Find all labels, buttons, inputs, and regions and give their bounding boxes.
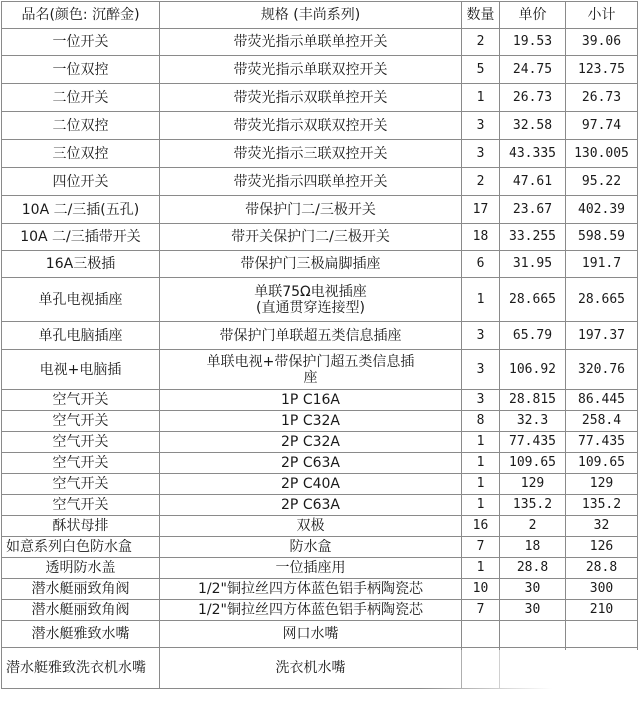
header-name: 品名(颜色: 沉醉金) (2, 2, 160, 29)
header-qty: 数量 (462, 2, 500, 29)
item-qty: 1 (462, 474, 500, 495)
item-name: 空气开关 (2, 453, 160, 474)
item-price: 47.61 (500, 168, 566, 196)
item-name: 单孔电脑插座 (2, 322, 160, 350)
item-subtotal: 39.06 (566, 29, 638, 56)
item-name: 潜水艇雅致洗衣机水嘴 (2, 648, 160, 689)
item-name: 潜水艇丽致角阀 (2, 579, 160, 600)
item-spec: 带荧光指示单联双控开关 (160, 56, 462, 84)
item-name: 四位开关 (2, 168, 160, 196)
item-price: 32.3 (500, 411, 566, 432)
item-name: 空气开关 (2, 495, 160, 516)
item-qty: 3 (462, 390, 500, 411)
item-subtotal: 32 (566, 516, 638, 537)
item-qty: 3 (462, 322, 500, 350)
item-price: 28.815 (500, 390, 566, 411)
table-row (2, 168, 638, 196)
item-subtotal: 28.8 (566, 558, 638, 579)
item-name: 一位开关 (2, 29, 160, 56)
item-spec: 带荧光指示三联双控开关 (160, 140, 462, 168)
item-subtotal (566, 621, 638, 648)
item-price: 2 (500, 516, 566, 537)
item-subtotal: 95.22 (566, 168, 638, 196)
item-price: 31.95 (500, 251, 566, 278)
item-price: 33.255 (500, 224, 566, 251)
item-name: 单孔电视插座 (2, 278, 160, 322)
item-spec (160, 350, 462, 390)
item-qty: 1 (462, 453, 500, 474)
item-spec-line1: 单联电视+带保护门超五类信息插 (206, 353, 415, 370)
item-subtotal: 129 (566, 474, 638, 495)
table-row (2, 350, 638, 390)
item-qty: 7 (462, 537, 500, 558)
item-name: 16A三极插 (2, 251, 160, 278)
table-row (2, 140, 638, 168)
item-subtotal: 598.59 (566, 224, 638, 251)
item-qty (462, 621, 500, 648)
item-subtotal: 191.7 (566, 251, 638, 278)
item-subtotal: 126 (566, 537, 638, 558)
table-row (2, 495, 638, 516)
item-name: 空气开关 (2, 390, 160, 411)
table-row (2, 600, 638, 621)
item-name: 透明防水盖 (2, 558, 160, 579)
item-price: 30 (500, 579, 566, 600)
item-spec: 1P C16A (160, 390, 462, 411)
item-name: 电视+电脑插 (2, 350, 160, 390)
item-price: 77.435 (500, 432, 566, 453)
header-spec: 规格 (丰尚系列) (160, 2, 462, 29)
item-spec-line2: (直通贯穿连接型) (256, 299, 365, 316)
item-name: 空气开关 (2, 432, 160, 453)
item-spec: 带保护门单联超五类信息插座 (160, 322, 462, 350)
item-spec: 带保护门二/三极开关 (160, 196, 462, 224)
item-subtotal: 97.74 (566, 112, 638, 140)
item-qty: 7 (462, 600, 500, 621)
item-spec: 1P C32A (160, 411, 462, 432)
item-subtotal: 77.435 (566, 432, 638, 453)
item-spec: 双极 (160, 516, 462, 537)
item-subtotal: 300 (566, 579, 638, 600)
item-spec: 2P C32A (160, 432, 462, 453)
item-spec: 1/2"铜拉丝四方体蓝色铝手柄陶瓷芯 (160, 600, 462, 621)
item-spec: 1/2"铜拉丝四方体蓝色铝手柄陶瓷芯 (160, 579, 462, 600)
item-subtotal: 402.39 (566, 196, 638, 224)
item-subtotal: 123.75 (566, 56, 638, 84)
item-qty: 1 (462, 558, 500, 579)
item-qty: 3 (462, 112, 500, 140)
item-qty: 16 (462, 516, 500, 537)
item-spec: 带荧光指示双联单控开关 (160, 84, 462, 112)
table-row (2, 516, 638, 537)
item-price: 135.2 (500, 495, 566, 516)
item-price: 109.65 (500, 453, 566, 474)
table-row (2, 453, 638, 474)
item-name: 潜水艇雅致水嘴 (2, 621, 160, 648)
item-subtotal: 258.4 (566, 411, 638, 432)
table-row (2, 322, 638, 350)
table-row (2, 29, 638, 56)
table-row (2, 579, 638, 600)
item-subtotal: 130.005 (566, 140, 638, 168)
item-price: 43.335 (500, 140, 566, 168)
item-qty: 18 (462, 224, 500, 251)
table-row (2, 251, 638, 278)
item-price: 19.53 (500, 29, 566, 56)
price-table (1, 1, 638, 689)
item-qty: 6 (462, 251, 500, 278)
item-spec: 2P C63A (160, 495, 462, 516)
table-row (2, 432, 638, 453)
table-row (2, 390, 638, 411)
item-price: 26.73 (500, 84, 566, 112)
item-spec: 带荧光指示双联双控开关 (160, 112, 462, 140)
item-name: 二位开关 (2, 84, 160, 112)
item-subtotal: 135.2 (566, 495, 638, 516)
item-qty: 1 (462, 432, 500, 453)
table-row (2, 537, 638, 558)
item-name: 三位双控 (2, 140, 160, 168)
item-name: 空气开关 (2, 411, 160, 432)
item-name: 潜水艇丽致角阀 (2, 600, 160, 621)
item-spec: 带荧光指示单联单控开关 (160, 29, 462, 56)
item-spec (160, 278, 462, 322)
item-spec: 2P C63A (160, 453, 462, 474)
item-subtotal (566, 648, 638, 689)
item-price (500, 648, 566, 689)
header-row (2, 2, 638, 29)
item-spec: 网口水嘴 (160, 621, 462, 648)
item-spec: 2P C40A (160, 474, 462, 495)
item-qty: 2 (462, 29, 500, 56)
item-name: 10A 二/三插(五孔) (2, 196, 160, 224)
item-name: 酥状母排 (2, 516, 160, 537)
item-qty: 5 (462, 56, 500, 84)
item-price: 28.665 (500, 278, 566, 322)
item-subtotal: 320.76 (566, 350, 638, 390)
item-price: 129 (500, 474, 566, 495)
item-name: 二位双控 (2, 112, 160, 140)
item-qty: 8 (462, 411, 500, 432)
header-price: 单价 (500, 2, 566, 29)
item-name: 10A 二/三插带开关 (2, 224, 160, 251)
item-name: 如意系列白色防水盒 (2, 537, 160, 558)
table-row (2, 648, 638, 689)
item-subtotal: 210 (566, 600, 638, 621)
item-price: 65.79 (500, 322, 566, 350)
table-row (2, 196, 638, 224)
item-price: 23.67 (500, 196, 566, 224)
item-price: 18 (500, 537, 566, 558)
table-row (2, 56, 638, 84)
item-spec: 一位插座用 (160, 558, 462, 579)
item-subtotal: 109.65 (566, 453, 638, 474)
item-price: 32.58 (500, 112, 566, 140)
table-row (2, 224, 638, 251)
item-qty: 3 (462, 350, 500, 390)
item-qty: 17 (462, 196, 500, 224)
table-row (2, 84, 638, 112)
header-subtotal: 小计 (566, 2, 638, 29)
item-spec-line1: 单联75Ω电视插座 (254, 283, 367, 300)
item-qty: 1 (462, 84, 500, 112)
item-subtotal: 28.665 (566, 278, 638, 322)
item-spec: 带开关保护门二/三极开关 (160, 224, 462, 251)
item-name: 一位双控 (2, 56, 160, 84)
table-row (2, 558, 638, 579)
table-row (2, 621, 638, 648)
item-qty: 1 (462, 278, 500, 322)
table-row (2, 474, 638, 495)
item-qty: 1 (462, 495, 500, 516)
item-spec: 防水盒 (160, 537, 462, 558)
item-spec: 带保护门三极扁脚插座 (160, 251, 462, 278)
item-qty: 10 (462, 579, 500, 600)
item-qty (462, 648, 500, 689)
item-price: 30 (500, 600, 566, 621)
item-subtotal: 26.73 (566, 84, 638, 112)
item-spec: 洗衣机水嘴 (160, 648, 462, 689)
table-row (2, 112, 638, 140)
item-subtotal: 86.445 (566, 390, 638, 411)
item-qty: 3 (462, 140, 500, 168)
table-row (2, 278, 638, 322)
item-qty: 2 (462, 168, 500, 196)
item-subtotal: 197.37 (566, 322, 638, 350)
table-row (2, 411, 638, 432)
item-spec: 带荧光指示四联单控开关 (160, 168, 462, 196)
item-price (500, 621, 566, 648)
item-price: 24.75 (500, 56, 566, 84)
item-spec-line2: 座 (303, 369, 318, 386)
item-price: 28.8 (500, 558, 566, 579)
item-price: 106.92 (500, 350, 566, 390)
item-name: 空气开关 (2, 474, 160, 495)
